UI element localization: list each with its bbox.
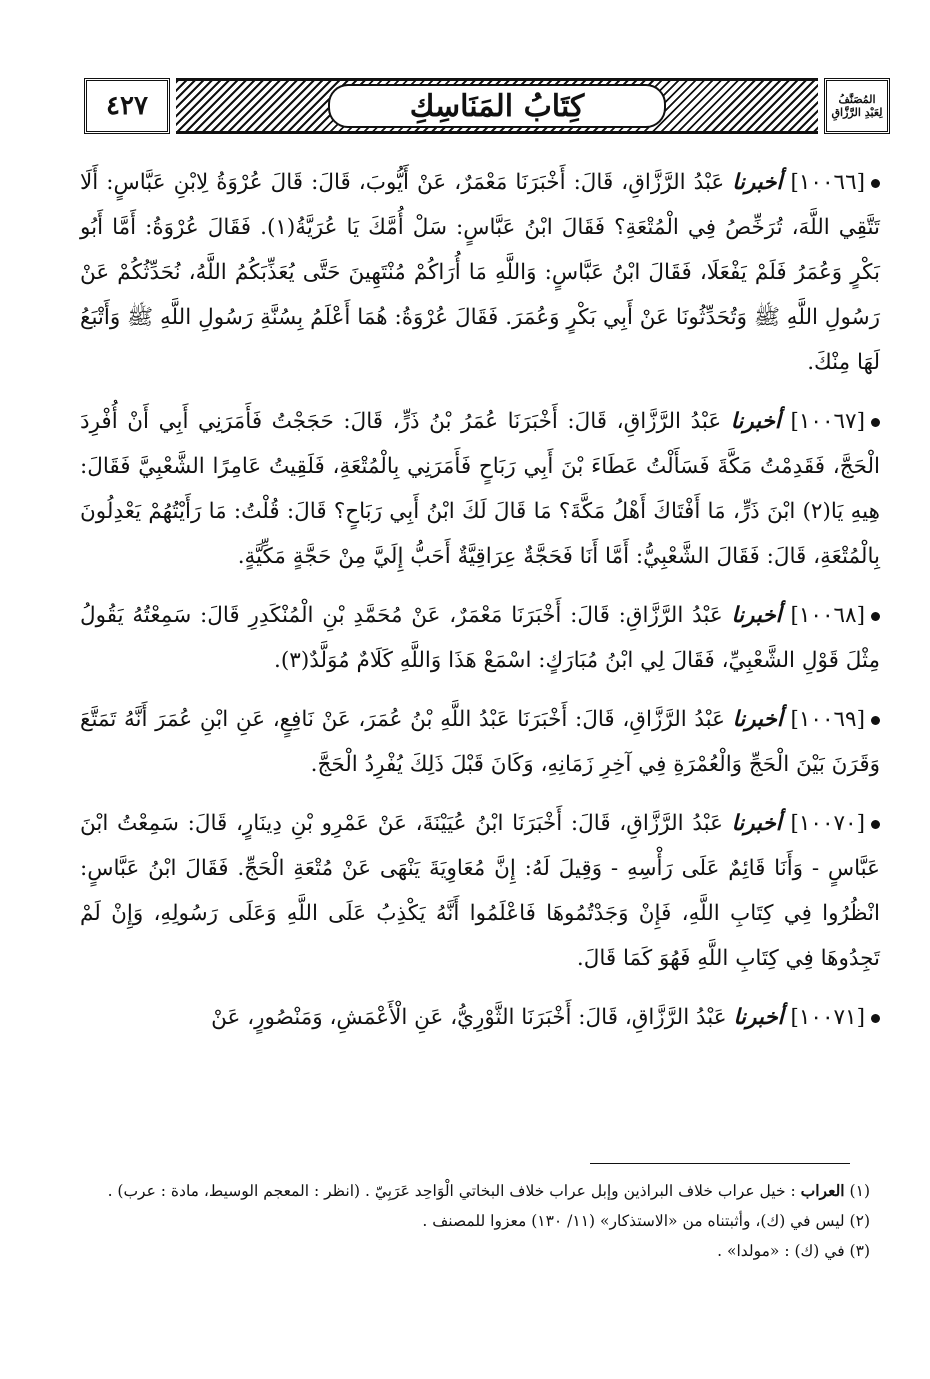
main-text	[80, 160, 880, 1054]
footnote-divider	[590, 1163, 850, 1164]
footnote-marker: (٣)	[849, 1242, 870, 1260]
akhbarana-label: أخبرنا	[732, 170, 783, 195]
page-number: ٤٢٧	[84, 78, 170, 134]
bullet-icon	[871, 418, 880, 427]
hadith-text: عَبْدُ الرَّزَّاقِ، قَالَ: أَخْبَرَنَا عَبْدُ اللَّهِ بْنُ عُمَرَ، عَنْ نَافِعٍ، عَنِ ابْنِ عُمَرَ أَنَّهُ تَمَتَّعَ وَقَرَنَ بَيْنَ الْحَجِّ وَالْعُمْرَةِ فِي آخِرِ زَمَانِهِ، وَكَانَ قَبْلَ ذَلِكَ يُفْرِدُ الْحَجَّ.	[80, 707, 880, 777]
page-header	[84, 78, 890, 134]
footnote	[80, 1206, 870, 1236]
hadith-text: عَبْدُ الرَّزَّاقِ، قَالَ: أَخْبَرَنَا مَعْمَرٌ، عَنْ أَيُّوبَ، قَالَ: قَالَ عُرْوَةُ لِابْنِ عَبَّاسٍ: أَلَا تَتَّقِي اللَّهَ، تُرَخِّصُ فِي الْمُتْعَةِ؟ فَقَالَ ابْنُ عَبَّاسٍ: سَلْ أُمَّكَ يَا عُرَيَّةُ(١). فَقَالَ عُرْوَةُ: أَمَّا أَبُو بَكْرٍ وَعُمَرُ فَلَمْ يَفْعَلَا، فَقَالَ ابْنُ عَبَّاسٍ: وَاللَّهِ مَا أُرَاكُمْ مُنْتَهِينَ حَتَّى يُعَذِّبَكُمُ اللَّهُ، نُحَدِّثُكُمْ عَنْ رَسُولِ اللَّهِ ﷺ وَتُحَدِّثُونَا عَنْ أَبِي بَكْرٍ وَعُمَرَ. فَقَالَ عُرْوَةُ: هُمَا أَعْلَمُ بِسُنَّةِ رَسُولِ اللَّهِ ﷺ وَأَتْبَعُ لَهَا مِنْكَ.	[80, 170, 881, 375]
header-ornament-band	[176, 78, 818, 134]
hadith-number: [١٠٠٦٧]	[790, 409, 865, 434]
hadith-text: عَبْدُ الرَّزَّاقِ: قَالَ: أَخْبَرَنَا مَعْمَرٌ، عَنْ مُحَمَّدِ بْنِ الْمُنْكَدِرِ قَالَ: سَمِعْتُهُ يَقُولُ مِثْلَ قَوْلِ الشَّعْبِيِّ، فَقَالَ لِي ابْنُ مُبَارَكٍ: اسْمَعْ هَذَا وَاللَّهِ كَلَامٌ مُوَلَّدٌ(٣).	[80, 603, 880, 673]
footnote-text: في (ك) : «مولدا» .	[717, 1242, 845, 1260]
hadith-entry	[80, 593, 880, 683]
book-seal-line1: المُصَنَّفُ	[838, 92, 876, 106]
hadith-text: عَبْدُ الرَّزَّاقِ، قَالَ: أَخْبَرَنَا الثَّوْرِيُّ، عَنِ الْأَعْمَشِ، وَمَنْصُورٍ، عَنْ	[211, 1005, 727, 1030]
footnote-term: العراب	[800, 1181, 845, 1200]
hadith-number: [١٠٠٧٠]	[790, 811, 865, 836]
akhbarana-label: أخبرنا	[732, 707, 783, 732]
bullet-icon	[871, 820, 880, 829]
bullet-icon	[871, 612, 880, 621]
hadith-text: عَبْدُ الرَّزَّاقِ، قَالَ: أَخْبَرَنَا عُمَرُ بْنُ ذَرٍّ، قَالَ: حَجَجْتُ فَأَمَرَنِي أَبِي أَنْ أُفْرِدَ الْحَجَّ، فَقَدِمْتُ مَكَّةَ فَسَأَلْتُ عَطَاءَ بْنَ أَبِي رَبَاحٍ فَأَمَرَنِي بِالْمُتْعَةِ، فَلَقِيتُ عَامِرًا الشَّعْبِيَّ فَقَالَ: هِيهِ يَا(٢) ابْنَ ذَرٍّ، مَا أَفْتَاكَ أَهْلُ مَكَّةَ؟ مَا قَالَ لَكَ ابْنُ أَبِي رَبَاحٍ؟ قَالَ: قُلْتُ: مَا رَأَيْتُهُمْ يَعْدِلُونَ بِالْمُتْعَةِ، قَالَ: فَقَالَ الشَّعْبِيُّ: أَمَّا أَنَا فَحَجَّةٌ عِرَاقِيَّةٌ أَحَبُّ إِلَيَّ مِنْ حَجَّةٍ مَكِّيَّةٍ.	[80, 409, 880, 569]
footnotes	[80, 1176, 870, 1266]
hadith-number: [١٠٠٦٦]	[790, 170, 866, 195]
hadith-entry	[80, 399, 880, 579]
chapter-title: كِتَابُ المَنَاسِكِ	[328, 84, 667, 128]
hadith-number: [١٠٠٦٨]	[790, 603, 865, 628]
hadith-number: [١٠٠٦٩]	[790, 707, 865, 732]
hadith-entry	[80, 995, 880, 1040]
hadith-entry	[80, 160, 880, 385]
akhbarana-label: أخبرنا	[733, 1005, 784, 1030]
hadith-text: عَبْدُ الرَّزَّاقِ، قَالَ: أَخْبَرَنَا ابْنُ عُيَيْنَةَ، عَنْ عَمْرِو بْنِ دِينَارٍ، قَالَ: سَمِعْتُ ابْنَ عَبَّاسٍ - وَأَنَا قَائِمٌ عَلَى رَأْسِهِ - وَقِيلَ لَهُ: إِنَّ مُعَاوِيَةَ يَنْهَى عَنْ مُتْعَةِ الْحَجِّ. فَقَالَ ابْنُ عَبَّاسٍ: انْظُرُوا فِي كِتَابِ اللَّهِ، فَإِنْ وَجَدْتُمُوهَا فَاعْلَمُوا أَنَّهُ يَكْذِبُ عَلَى اللَّهِ وَعَلَى رَسُولِهِ، وَإِنْ لَمْ تَجِدُوهَا فِي كِتَابِ اللَّهِ فَهُوَ كَمَا قَالَ.	[80, 811, 880, 971]
hadith-number: [١٠٠٧١]	[790, 1005, 865, 1030]
akhbarana-label: أخبرنا	[731, 811, 782, 836]
akhbarana-label: أخبرنا	[730, 409, 781, 434]
hadith-entry	[80, 801, 880, 981]
book-seal-line2: لِعَبْدِ الرَّزَّاقِ	[831, 106, 883, 119]
footnote-marker: (٢)	[849, 1212, 870, 1230]
footnote-marker: (١)	[849, 1182, 870, 1200]
footnote	[80, 1176, 870, 1206]
footnote-text: ليس في (ك)، وأثبتناه من «الاستذكار» (١١/ ١٣٠) معزوا للمصنف .	[422, 1212, 845, 1230]
hadith-entry	[80, 697, 880, 787]
footnote-text: : خيل عراب خلاف البراذين وإبل عراب خلاف البخاتي الْوَاحِد عَرَبِيّ . (انظر : المعجم الوسيط، مادة : عرب) .	[107, 1182, 796, 1200]
bullet-icon	[871, 1014, 880, 1023]
bullet-icon	[871, 179, 880, 188]
bullet-icon	[871, 716, 880, 725]
book-seal	[824, 78, 890, 134]
footnote	[80, 1236, 870, 1266]
akhbarana-label: أخبرنا	[731, 603, 782, 628]
